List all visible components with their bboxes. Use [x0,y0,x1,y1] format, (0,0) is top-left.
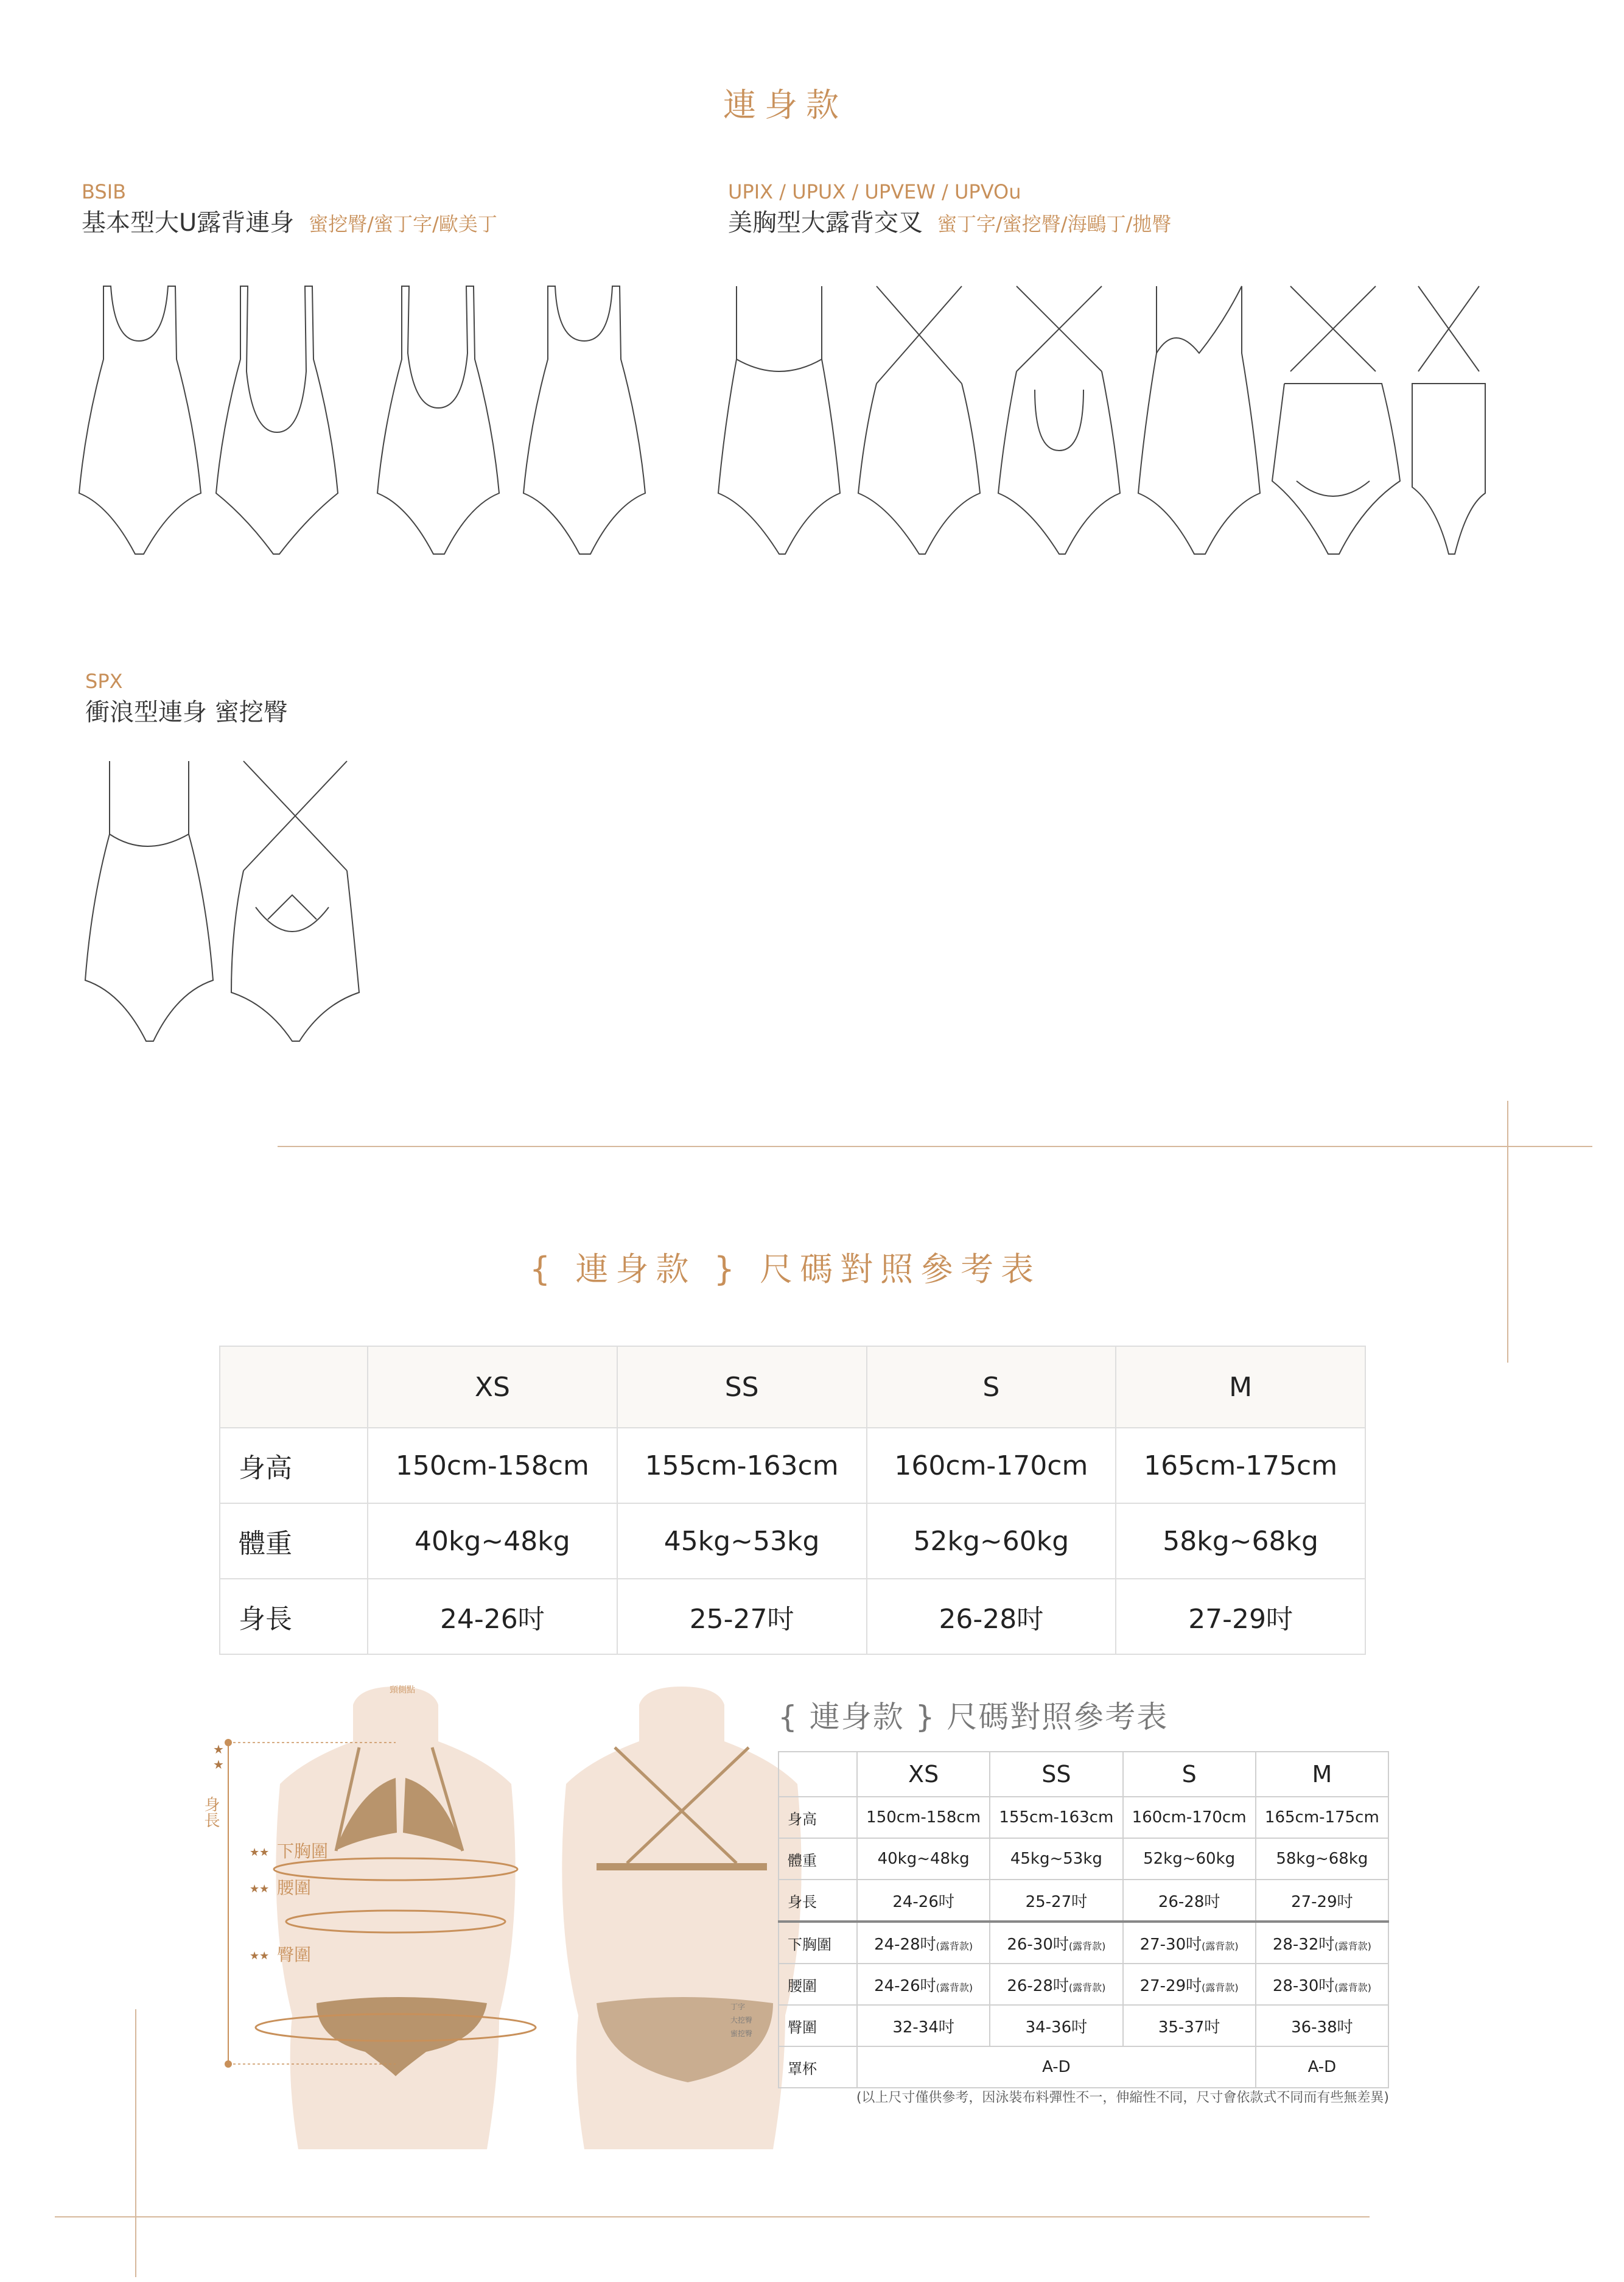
table-cell: 36-38吋 [1256,2005,1388,2046]
swimsuit-sketch [998,286,1120,554]
table-cell: 27-29吋 [1116,1579,1365,1654]
table-cell: 45kg~53kg [990,1838,1122,1880]
table-row [779,2005,1388,2046]
table-cell: 25-27吋 [617,1579,867,1654]
table-cell: 25-27吋 [990,1880,1122,1922]
table-cell: 28-30吋(露背款) [1256,1964,1388,2005]
table-cell: 165cm-175cm [1256,1797,1388,1838]
divider-line [1507,1101,1508,1363]
table-header-row [779,1752,1388,1797]
table-row [779,1838,1388,1880]
product-code: SPX [85,670,123,693]
stars-icon: ★★ [250,1846,270,1859]
table-cell: 32-34吋 [857,2005,990,2046]
product-name: 美胸型大露背交叉 [728,209,923,237]
table-header-cell: S [1123,1752,1256,1797]
table-row [779,2046,1388,2088]
table-cell: 40kg~48kg [857,1838,990,1880]
table-cell: 35-37吋 [1123,2005,1256,2046]
back-label: 蜜挖臀 [730,2029,753,2038]
table-cell: 160cm-170cm [867,1428,1116,1503]
table-header-cell: XS [857,1752,990,1797]
swimsuit-sketches-row2 [79,755,371,1047]
table-header-cell: SS [990,1752,1122,1797]
table-header-cell: M [1116,1346,1365,1428]
swimsuit-sketch [523,286,645,554]
neck-point-label: 頸側點 [390,1685,415,1695]
stars-icon: ★★ [250,1950,270,1962]
row-label: 罩杯 [779,2046,857,2088]
vertical-label: 身長 [201,1796,220,1828]
table-cell: 26-28吋(露背款) [990,1964,1122,2005]
swimsuit-sketch [1272,286,1400,554]
swimsuit-sketch [377,286,499,554]
swimsuit-sketch [1138,286,1260,554]
table-cell: 27-29吋(露背款) [1123,1964,1256,2005]
product-upix [728,180,1171,238]
product-bsib [82,180,497,238]
cell-note: (露背款) [1068,1940,1106,1952]
table-cell: 52kg~60kg [867,1503,1116,1579]
back-label: 大挖臀 [730,2016,753,2024]
swimsuit-sketch [718,286,840,554]
stars-icon: ★ [213,1742,224,1757]
table-row [779,1964,1388,2005]
table-cell: 58kg~68kg [1116,1503,1365,1579]
table-cell: 34-36吋 [990,2005,1122,2046]
table-cell: 165cm-175cm [1116,1428,1365,1503]
table-header-cell: XS [368,1346,617,1428]
measure-label-waist: 腰圍 [277,1878,312,1898]
measure-label-hip: 臀圍 [277,1945,312,1965]
table-cell: 26-30吋(露背款) [990,1922,1122,1964]
table-header-row [220,1346,1365,1428]
table-row [779,1922,1388,1964]
table-header-cell: SS [617,1346,867,1428]
table-row [220,1428,1365,1503]
back-mannequin [562,1687,801,2149]
swimsuit-sketches-row1 [73,274,1485,566]
row-label: 身長 [779,1880,857,1922]
row-label: 身高 [779,1797,857,1838]
row-label: 體重 [779,1838,857,1880]
table-cell: 40kg~48kg [368,1503,617,1579]
detail-size-table [778,1751,1389,2088]
footnote: (以上尺寸僅供參考，因泳裝布料彈性不一，伸縮性不同，尺寸會依款式不同而有些無差異) [856,2090,1389,2105]
table-cell: A-D [1256,2046,1388,2088]
product-name: 基本型大U露背連身 [82,209,295,237]
swimsuit-sketch [1412,286,1485,554]
swimsuit-sketch [858,286,980,554]
cell-note: (露背款) [936,1940,973,1952]
product-spx [85,670,288,728]
product-code: BSIB [82,180,127,203]
table-cell: 160cm-170cm [1123,1797,1256,1838]
table-cell: A-D [857,2046,1256,2088]
table-cell: 58kg~68kg [1256,1838,1388,1880]
product-tags: 蜜丁字/蜜挖臀/海鷗丁/拋臀 [937,212,1172,236]
row-label: 體重 [220,1503,368,1579]
table-cell: 24-26吋 [368,1579,617,1654]
divider-line [55,2216,1370,2217]
table-cell: 45kg~53kg [617,1503,867,1579]
table-cell: 26-28吋 [867,1579,1116,1654]
product-name: 衝浪型連身 蜜挖臀 [85,698,288,726]
table-cell: 24-28吋(露背款) [857,1922,990,1964]
table-cell: 24-26吋(露背款) [857,1964,990,2005]
table-header-cell: M [1256,1752,1388,1797]
measure-label-underbust: 下胸圍 [277,1841,329,1861]
table-row [220,1503,1365,1579]
table-header-cell [220,1346,368,1428]
cell-note: (露背款) [1068,1981,1106,1993]
stars-icon: ★ [213,1757,224,1772]
table-cell: 27-30吋(露背款) [1123,1922,1256,1964]
product-tags: 蜜挖臀/蜜丁字/歐美丁 [309,212,497,236]
table-cell: 26-28吋 [1123,1880,1256,1922]
table-cell: 150cm-158cm [857,1797,990,1838]
cell-note: (露背款) [1202,1940,1239,1952]
table-cell: 27-29吋 [1256,1880,1388,1922]
row-label: 身長 [220,1579,368,1654]
table-cell: 52kg~60kg [1123,1838,1256,1880]
table-cell: 155cm-163cm [617,1428,867,1503]
row-label: 臀圍 [779,2005,857,2046]
cell-note: (露背款) [1334,1981,1371,1993]
table-cell: 155cm-163cm [990,1797,1122,1838]
table-row [220,1579,1365,1654]
table-row [779,1880,1388,1922]
cell-note: (露背款) [1202,1981,1239,1993]
divider-line [135,2009,136,2277]
row-label: 腰圍 [779,1964,857,2005]
front-mannequin [256,1687,536,2149]
divider-line [278,1146,1592,1147]
swimsuit-sketch [85,761,213,1041]
product-code: UPIX / UPUX / UPVEW / UPVOu [728,180,1021,203]
back-label: 丁字 [730,2003,746,2011]
swimsuit-sketch [79,286,201,554]
table-cell: 150cm-158cm [368,1428,617,1503]
swimsuit-sketch [231,761,359,1041]
table-cell: 24-26吋 [857,1880,990,1922]
stars-icon: ★★ [250,1883,270,1895]
table-row [779,1797,1388,1838]
page-title: 連身款 [723,86,847,124]
size-table [219,1346,1366,1655]
row-label: 下胸圍 [779,1922,857,1964]
table-cell: 28-32吋(露背款) [1256,1922,1388,1964]
row-label: 身高 [220,1428,368,1503]
body-measurement-figure [195,1685,753,2149]
cell-note: (露背款) [1334,1940,1371,1952]
size-table-title: { 連身款 } 尺碼對照參考表 [529,1250,1041,1288]
swimsuit-sketch [216,286,338,554]
table-header-cell: S [867,1346,1116,1428]
cell-note: (露背款) [936,1981,973,1993]
table-header-cell [779,1752,857,1797]
detail-table-title: { 連身款 } 尺碼對照參考表 [778,1699,1169,1735]
